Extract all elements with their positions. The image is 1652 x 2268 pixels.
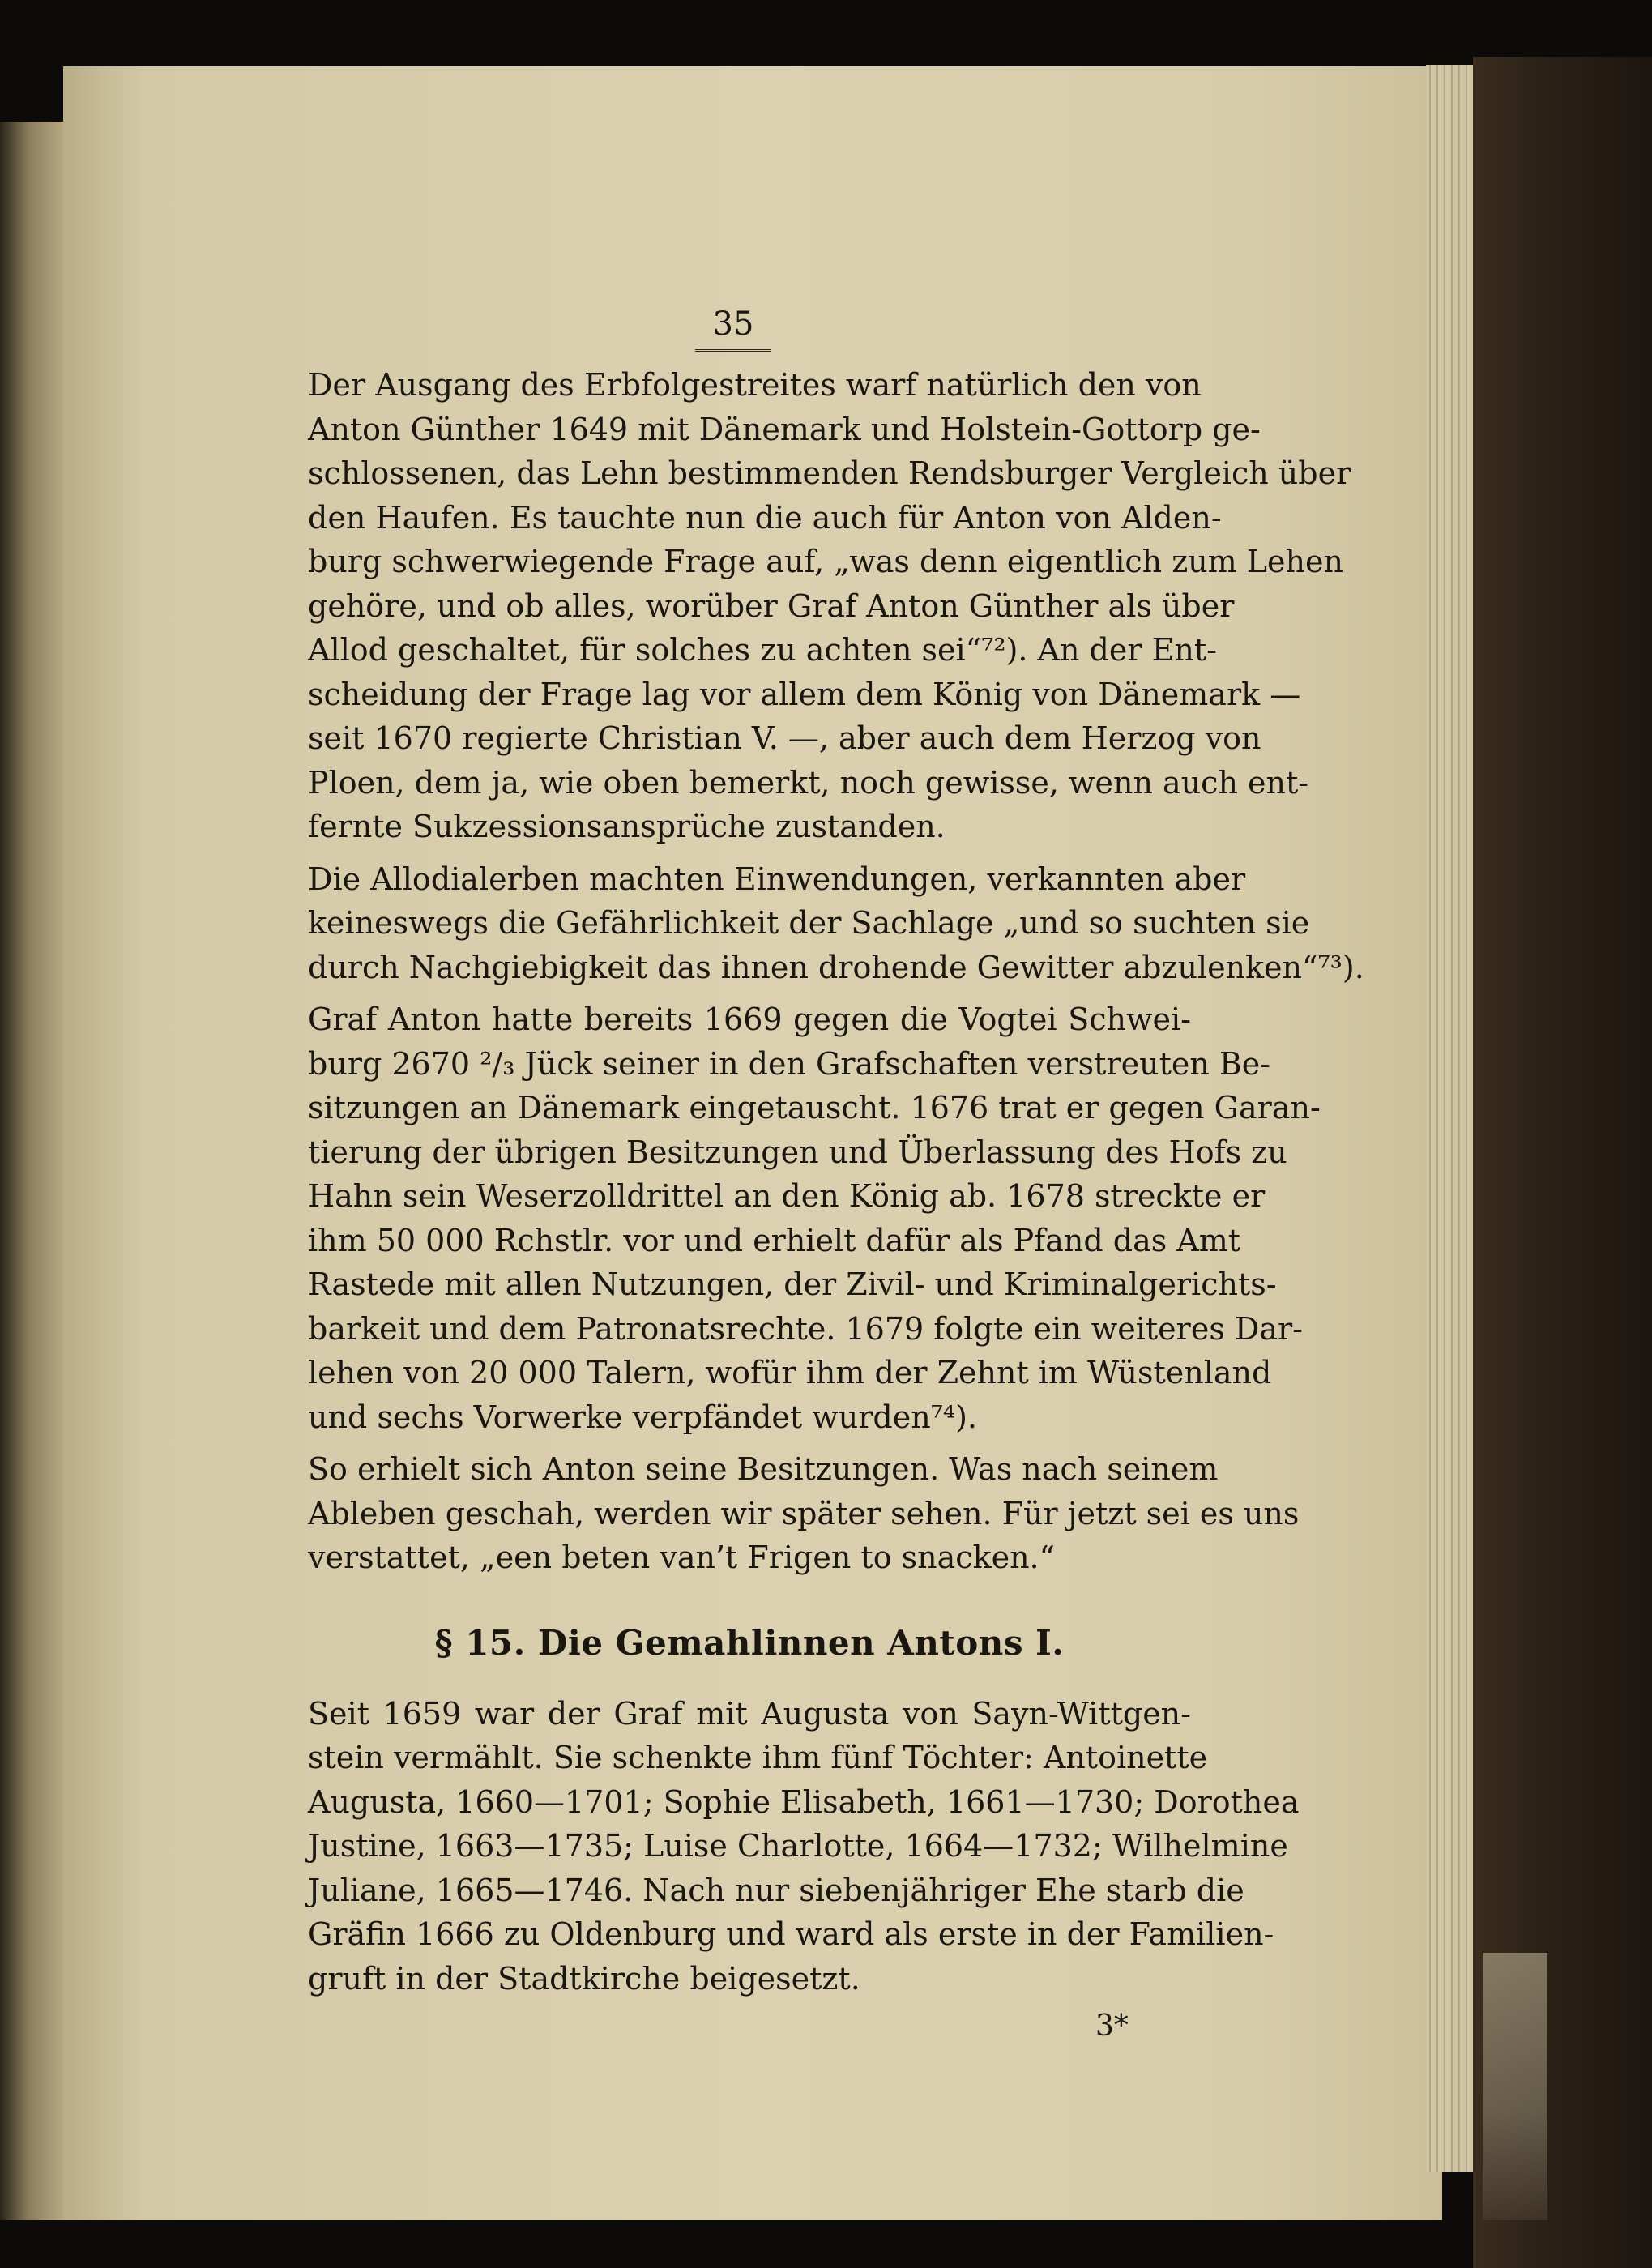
text-line: Gräfin 1666 zu Oldenburg und ward als erste in der Familien- (308, 1916, 1274, 1952)
text-line: Ploen, dem ja, wie oben bemerkt, noch gewisse, wenn auch ent- (308, 764, 1309, 801)
page-stack-edges (1426, 65, 1475, 2172)
paragraph (308, 997, 1321, 1439)
text-line: Die Allodialerben machten Einwendungen, verkannten aber (308, 861, 1246, 897)
text-line: Rastede mit allen Nutzungen, der Zivil- und Kriminalgerichts- (308, 1266, 1277, 1302)
text-line: gruft in der Stadtkirche beigesetzt. (308, 1960, 860, 1997)
text-line: lehen von 20 000 Talern, wofür ihm der Zehnt im Wüstenland (308, 1355, 1272, 1390)
text-line: Juliane, 1665—1746. Nach nur siebenjähriger Ehe starb die (308, 1872, 1244, 1908)
paragraph (308, 857, 1364, 990)
text-line: Justine, 1663—1735; Luise Charlotte, 1664—1732; Wilhelmine (308, 1828, 1288, 1864)
book-cover (1473, 57, 1652, 2268)
printer-signature-mark: 3* (1095, 2010, 1129, 2043)
text-line: burg 2670 ²/₃ Jück seiner in den Grafschaften verstreuten Be- (308, 1045, 1271, 1082)
text-line: seit 1670 regierte Christian V. —, aber auch dem Herzog von (308, 720, 1261, 756)
text-line: burg schwerwiegende Frage auf, „was denn eigentlich zum Lehen (308, 544, 1343, 579)
body-paragraphs (308, 363, 1364, 1580)
paragraph (308, 1447, 1300, 1580)
text-line: Ableben geschah, werden wir später sehen. Für jetzt sei es uns (308, 1495, 1300, 1531)
text-line: barkeit und dem Patronatsrechte. 1679 folgte ein weiteres Dar- (308, 1310, 1304, 1347)
section-heading: § 15. Die Gemahlinnen Antons I. (434, 1622, 1065, 1663)
text-line: scheidung der Frage lag vor allem dem König von Dänemark — (308, 676, 1301, 712)
paragraph (308, 363, 1351, 849)
text-line: Allod geschaltet, für solches zu achten sei“⁷²). An der Ent- (308, 632, 1217, 668)
text-line: schlossenen, das Lehn bestimmenden Rendsburger Vergleich über (308, 455, 1351, 491)
section-paragraphs (308, 1692, 1300, 2001)
text-line: fernte Sukzessionsansprüche zustanden. (308, 809, 946, 844)
text-line: ihm 50 000 Rchstlr. vor und erhielt dafür als Pfand das Amt (308, 1222, 1241, 1258)
previous-page-edge (0, 122, 63, 2220)
page-text (308, 304, 1364, 2009)
text-line: Seit 1659 war der Graf mit Augusta von Sayn-Wittgen- (308, 1695, 1191, 1732)
page-number: 35 (308, 304, 1191, 352)
text-line: tierung der übrigen Besitzungen und Überlassung des Hofs zu (308, 1134, 1287, 1170)
text-line: Anton Günther 1649 mit Dänemark und Holstein-Gottorp ge- (308, 411, 1261, 447)
text-line: den Haufen. Es tauchte nun die auch für Anton von Alden- (308, 499, 1222, 536)
text-line: Hahn sein Weserzolldrittel an den König ab. 1678 streckte er (308, 1178, 1266, 1214)
text-line: Graf Anton hatte bereits 1669 gegen die Vogtei Schwei- (308, 1002, 1191, 1037)
text-line: stein vermählt. Sie schenkte ihm fünf Töchter: Antoinette (308, 1740, 1208, 1775)
paragraph (308, 1692, 1300, 2001)
text-line: Augusta, 1660—1701; Sophie Elisabeth, 1661—1730; Dorothea (308, 1783, 1300, 1820)
text-line: verstattet, „een beten van’t Frigen to snacken.“ (308, 1540, 1056, 1575)
cover-corner (1483, 1953, 1547, 2220)
text-line: sitzungen an Dänemark eingetauscht. 1676 trat er gegen Garan- (308, 1090, 1321, 1125)
text-line: Der Ausgang des Erbfolgestreites warf natürlich den von (308, 367, 1202, 403)
text-line: und sechs Vorwerke verpfändet wurden⁷⁴). (308, 1399, 978, 1435)
text-line: So erhielt sich Anton seine Besitzungen. Was nach seinem (308, 1451, 1219, 1487)
text-line: keineswegs die Gefährlichkeit der Sachlage „und so suchten sie (308, 905, 1310, 941)
text-line: gehöre, und ob alles, worüber Graf Anton Günther als über (308, 587, 1235, 624)
text-line: durch Nachgiebigkeit das ihnen drohende Gewitter abzulenken“⁷³). (308, 949, 1364, 985)
